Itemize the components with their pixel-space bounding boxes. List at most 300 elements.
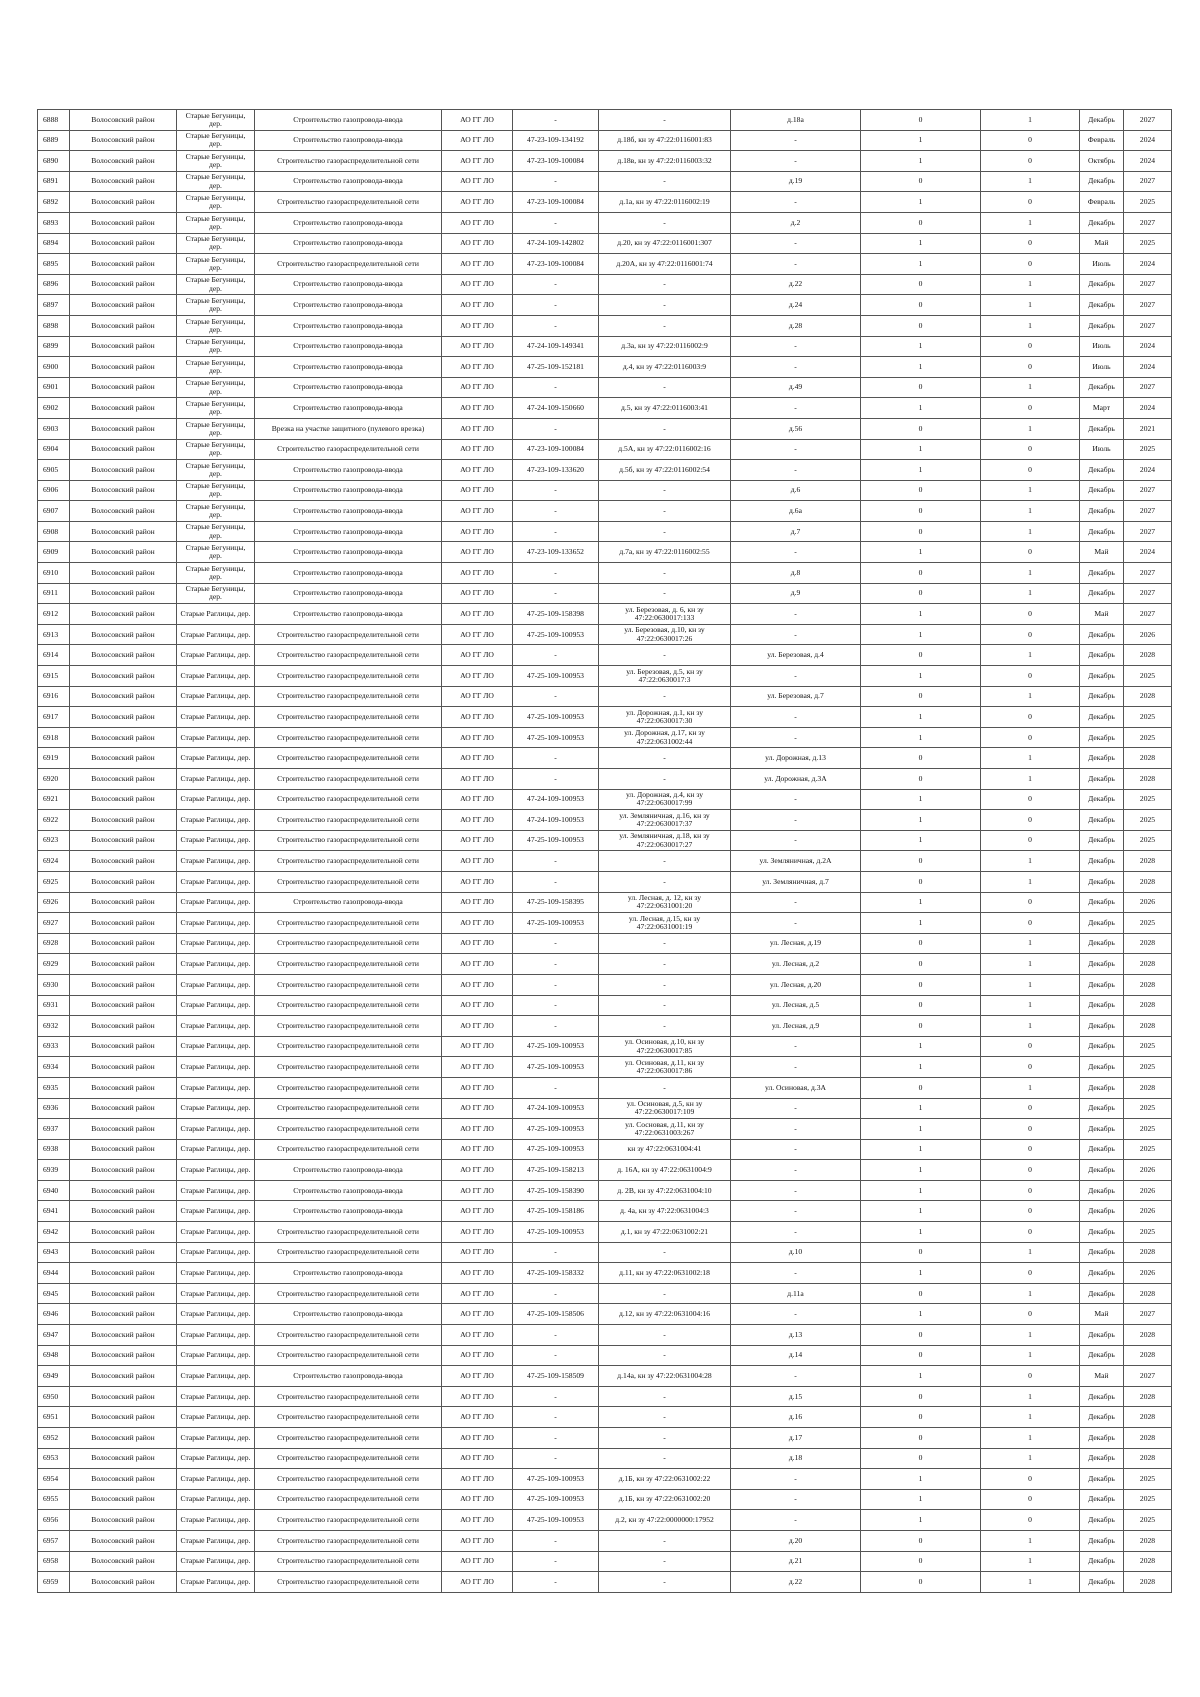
count-a-cell: 0 [861, 995, 981, 1016]
row-number-cell: 6922 [38, 810, 70, 831]
year-cell: 2026 [1124, 1160, 1172, 1181]
contract-number-cell: - [513, 1386, 599, 1407]
address-cadastral-cell: д. 4а, кн зу 47:22:0631004:3 [599, 1201, 731, 1222]
year-cell: 2025 [1124, 830, 1172, 851]
address-cell: - [731, 666, 861, 687]
district-cell: Волосовский район [70, 212, 177, 233]
organization-cell: АО ГГ ЛО [442, 1366, 513, 1387]
count-a-cell: 0 [861, 521, 981, 542]
table-row [38, 563, 1172, 584]
month-cell: Май [1080, 1304, 1124, 1325]
year-cell: 2028 [1124, 933, 1172, 954]
table-row [38, 1098, 1172, 1119]
count-b-cell: 0 [981, 604, 1080, 625]
address-cadastral-cell: - [599, 1572, 731, 1593]
contract-number-cell: - [513, 748, 599, 769]
organization-cell: АО ГГ ЛО [442, 583, 513, 604]
table-row [38, 1201, 1172, 1222]
settlement-cell: Старые Раглицы, дер. [177, 789, 255, 810]
settlement-cell: Старые Бегуницы, дер. [177, 110, 255, 131]
row-number-cell: 6900 [38, 357, 70, 378]
contract-number-cell: 47-25-109-158395 [513, 892, 599, 913]
count-a-cell: 0 [861, 418, 981, 439]
address-cell: - [731, 439, 861, 460]
settlement-cell: Старые Бегуницы, дер. [177, 377, 255, 398]
address-cell: - [731, 1510, 861, 1531]
work-type-cell: Строительство газопровода-ввода [255, 460, 442, 481]
address-cadastral-cell: - [599, 480, 731, 501]
month-cell: Декабрь [1080, 1057, 1124, 1078]
contract-number-cell: 47-25-109-100953 [513, 830, 599, 851]
month-cell: Октябрь [1080, 151, 1124, 172]
settlement-cell: Старые Раглицы, дер. [177, 727, 255, 748]
work-type-cell: Строительство газопровода-ввода [255, 604, 442, 625]
table-row [38, 1572, 1172, 1593]
address-cadastral-cell: д.5, кн зу 47:22:0116003:41 [599, 398, 731, 419]
work-type-cell: Строительство газопровода-ввода [255, 1304, 442, 1325]
address-cell: д.24 [731, 295, 861, 316]
address-cadastral-cell: - [599, 1448, 731, 1469]
district-cell: Волосовский район [70, 110, 177, 131]
year-cell: 2028 [1124, 769, 1172, 790]
district-cell: Волосовский район [70, 810, 177, 831]
month-cell: Май [1080, 604, 1124, 625]
contract-number-cell: - [513, 1345, 599, 1366]
table-row [38, 974, 1172, 995]
row-number-cell: 6947 [38, 1325, 70, 1346]
month-cell: Декабрь [1080, 295, 1124, 316]
month-cell: Декабрь [1080, 1469, 1124, 1490]
district-cell: Волосовский район [70, 1036, 177, 1057]
work-type-cell: Строительство газораспределительной сети [255, 1551, 442, 1572]
organization-cell: АО ГГ ЛО [442, 1036, 513, 1057]
table-row [38, 212, 1172, 233]
table-row [38, 377, 1172, 398]
district-cell: Волосовский район [70, 1325, 177, 1346]
address-cell: - [731, 1263, 861, 1284]
address-cell: ул. Дорожная, д.13 [731, 748, 861, 769]
contract-number-cell: 47-23-109-133620 [513, 460, 599, 481]
year-cell: 2025 [1124, 1098, 1172, 1119]
month-cell: Май [1080, 1366, 1124, 1387]
address-cell: д.15 [731, 1386, 861, 1407]
organization-cell: АО ГГ ЛО [442, 254, 513, 275]
address-cell: д.11а [731, 1283, 861, 1304]
settlement-cell: Старые Раглицы, дер. [177, 830, 255, 851]
work-type-cell: Строительство газораспределительной сети [255, 1489, 442, 1510]
year-cell: 2025 [1124, 727, 1172, 748]
contract-number-cell: 47-24-109-100953 [513, 789, 599, 810]
contract-number-cell: 47-25-109-100953 [513, 1489, 599, 1510]
address-cell: ул. Лесная, д.5 [731, 995, 861, 1016]
count-a-cell: 1 [861, 707, 981, 728]
table-row [38, 871, 1172, 892]
address-cadastral-cell: - [599, 295, 731, 316]
contract-number-cell: 47-23-109-100084 [513, 254, 599, 275]
month-cell: Декабрь [1080, 1572, 1124, 1593]
address-cadastral-cell: д. 16А, кн зу 47:22:0631004:9 [599, 1160, 731, 1181]
contract-number-cell: 47-24-109-100953 [513, 810, 599, 831]
count-a-cell: 0 [861, 171, 981, 192]
contract-number-cell: - [513, 933, 599, 954]
district-cell: Волосовский район [70, 377, 177, 398]
row-number-cell: 6946 [38, 1304, 70, 1325]
organization-cell: АО ГГ ЛО [442, 151, 513, 172]
contract-number-cell: 47-23-109-134192 [513, 130, 599, 151]
settlement-cell: Старые Раглицы, дер. [177, 1119, 255, 1140]
address-cadastral-cell: - [599, 110, 731, 131]
contract-number-cell: 47-24-109-100953 [513, 1098, 599, 1119]
month-cell: Декабрь [1080, 727, 1124, 748]
contract-number-cell: - [513, 1530, 599, 1551]
organization-cell: АО ГГ ЛО [442, 624, 513, 645]
address-cell: - [731, 233, 861, 254]
table-row [38, 1489, 1172, 1510]
table-row [38, 1551, 1172, 1572]
contract-number-cell: 47-25-109-158506 [513, 1304, 599, 1325]
count-a-cell: 1 [861, 1160, 981, 1181]
table-row [38, 151, 1172, 172]
row-number-cell: 6912 [38, 604, 70, 625]
settlement-cell: Старые Раглицы, дер. [177, 1263, 255, 1284]
address-cadastral-cell: - [599, 1428, 731, 1449]
address-cell: - [731, 542, 861, 563]
work-type-cell: Строительство газораспределительной сети [255, 1469, 442, 1490]
month-cell: Декабрь [1080, 769, 1124, 790]
settlement-cell: Старые Бегуницы, дер. [177, 480, 255, 501]
table-row [38, 357, 1172, 378]
year-cell: 2027 [1124, 171, 1172, 192]
count-b-cell: 1 [981, 1325, 1080, 1346]
work-type-cell: Строительство газораспределительной сети [255, 624, 442, 645]
work-type-cell: Строительство газораспределительной сети [255, 1428, 442, 1449]
settlement-cell: Старые Раглицы, дер. [177, 1098, 255, 1119]
address-cadastral-cell: - [599, 1242, 731, 1263]
row-number-cell: 6945 [38, 1283, 70, 1304]
table-row [38, 1345, 1172, 1366]
table-row [38, 1057, 1172, 1078]
contract-number-cell: - [513, 1448, 599, 1469]
district-cell: Волосовский район [70, 1304, 177, 1325]
district-cell: Волосовский район [70, 1489, 177, 1510]
district-cell: Волосовский район [70, 1551, 177, 1572]
count-b-cell: 1 [981, 954, 1080, 975]
contract-number-cell: 47-24-109-149341 [513, 336, 599, 357]
contract-number-cell: - [513, 171, 599, 192]
row-number-cell: 6897 [38, 295, 70, 316]
district-cell: Волосовский район [70, 1283, 177, 1304]
address-cell: д.18а [731, 110, 861, 131]
count-b-cell: 0 [981, 1510, 1080, 1531]
table-row [38, 1283, 1172, 1304]
address-cell: - [731, 604, 861, 625]
organization-cell: АО ГГ ЛО [442, 521, 513, 542]
count-b-cell: 0 [981, 233, 1080, 254]
organization-cell: АО ГГ ЛО [442, 1530, 513, 1551]
row-number-cell: 6909 [38, 542, 70, 563]
address-cell: - [731, 1036, 861, 1057]
district-cell: Волосовский район [70, 892, 177, 913]
count-a-cell: 1 [861, 1180, 981, 1201]
contract-number-cell: - [513, 501, 599, 522]
address-cadastral-cell: д.20, кн зу 47:22:0116001:307 [599, 233, 731, 254]
count-a-cell: 0 [861, 954, 981, 975]
address-cadastral-cell: д. 2В, кн зу 47:22:0631004:10 [599, 1180, 731, 1201]
organization-cell: АО ГГ ЛО [442, 1077, 513, 1098]
count-b-cell: 1 [981, 521, 1080, 542]
row-number-cell: 6920 [38, 769, 70, 790]
work-type-cell: Строительство газораспределительной сети [255, 1386, 442, 1407]
address-cadastral-cell: - [599, 563, 731, 584]
work-type-cell: Строительство газопровода-ввода [255, 233, 442, 254]
year-cell: 2028 [1124, 954, 1172, 975]
table-row [38, 254, 1172, 275]
contract-number-cell: 47-25-109-158186 [513, 1201, 599, 1222]
count-a-cell: 1 [861, 666, 981, 687]
contract-number-cell: - [513, 521, 599, 542]
organization-cell: АО ГГ ЛО [442, 1448, 513, 1469]
year-cell: 2027 [1124, 295, 1172, 316]
district-cell: Волосовский район [70, 398, 177, 419]
count-a-cell: 0 [861, 480, 981, 501]
count-a-cell: 0 [861, 686, 981, 707]
count-b-cell: 1 [981, 1077, 1080, 1098]
contract-number-cell: - [513, 1242, 599, 1263]
year-cell: 2026 [1124, 1263, 1172, 1284]
month-cell: Декабрь [1080, 274, 1124, 295]
count-a-cell: 0 [861, 274, 981, 295]
settlement-cell: Старые Бегуницы, дер. [177, 542, 255, 563]
address-cell: - [731, 1119, 861, 1140]
table-row [38, 233, 1172, 254]
count-b-cell: 0 [981, 1098, 1080, 1119]
year-cell: 2028 [1124, 1325, 1172, 1346]
organization-cell: АО ГГ ЛО [442, 1098, 513, 1119]
count-a-cell: 1 [861, 1139, 981, 1160]
work-type-cell: Строительство газораспределительной сети [255, 1407, 442, 1428]
month-cell: Декабрь [1080, 315, 1124, 336]
address-cell: д.18 [731, 1448, 861, 1469]
organization-cell: АО ГГ ЛО [442, 995, 513, 1016]
month-cell: Май [1080, 233, 1124, 254]
organization-cell: АО ГГ ЛО [442, 1469, 513, 1490]
year-cell: 2028 [1124, 645, 1172, 666]
year-cell: 2025 [1124, 666, 1172, 687]
work-type-cell: Строительство газораспределительной сети [255, 1530, 442, 1551]
organization-cell: АО ГГ ЛО [442, 748, 513, 769]
month-cell: Декабрь [1080, 1201, 1124, 1222]
year-cell: 2028 [1124, 1386, 1172, 1407]
table-row [38, 686, 1172, 707]
count-b-cell: 1 [981, 1448, 1080, 1469]
table-row [38, 1366, 1172, 1387]
address-cadastral-cell: ул. Земляничная, д.18, кн зу 47:22:0630017:27 [599, 830, 731, 851]
count-a-cell: 1 [861, 727, 981, 748]
work-type-cell: Строительство газораспределительной сети [255, 1057, 442, 1078]
count-b-cell: 0 [981, 336, 1080, 357]
organization-cell: АО ГГ ЛО [442, 871, 513, 892]
address-cadastral-cell: - [599, 995, 731, 1016]
year-cell: 2024 [1124, 336, 1172, 357]
count-a-cell: 1 [861, 1201, 981, 1222]
row-number-cell: 6891 [38, 171, 70, 192]
table-row [38, 1428, 1172, 1449]
district-cell: Волосовский район [70, 1016, 177, 1037]
count-a-cell: 1 [861, 130, 981, 151]
count-a-cell: 0 [861, 1448, 981, 1469]
address-cadastral-cell: - [599, 974, 731, 995]
settlement-cell: Старые Бегуницы, дер. [177, 254, 255, 275]
settlement-cell: Старые Раглицы, дер. [177, 1222, 255, 1243]
count-a-cell: 1 [861, 1119, 981, 1140]
organization-cell: АО ГГ ЛО [442, 398, 513, 419]
month-cell: Март [1080, 398, 1124, 419]
work-type-cell: Строительство газораспределительной сети [255, 933, 442, 954]
count-b-cell: 1 [981, 171, 1080, 192]
address-cadastral-cell: ул. Лесная, д.15, кн зу 47:22:0631001:19 [599, 913, 731, 934]
year-cell: 2026 [1124, 1201, 1172, 1222]
district-cell: Волосовский район [70, 233, 177, 254]
count-b-cell: 1 [981, 1386, 1080, 1407]
district-cell: Волосовский район [70, 274, 177, 295]
contract-number-cell: - [513, 686, 599, 707]
table-row [38, 727, 1172, 748]
settlement-cell: Старые Раглицы, дер. [177, 1139, 255, 1160]
address-cadastral-cell: д.2, кн зу 47:22:0000000:17952 [599, 1510, 731, 1531]
table-row [38, 336, 1172, 357]
district-cell: Волосовский район [70, 645, 177, 666]
work-type-cell: Строительство газораспределительной сети [255, 1242, 442, 1263]
organization-cell: АО ГГ ЛО [442, 357, 513, 378]
table-row [38, 1263, 1172, 1284]
address-cadastral-cell: - [599, 1016, 731, 1037]
table-row [38, 1325, 1172, 1346]
district-cell: Волосовский район [70, 192, 177, 213]
address-cell: д.6 [731, 480, 861, 501]
address-cell: - [731, 913, 861, 934]
organization-cell: АО ГГ ЛО [442, 892, 513, 913]
count-a-cell: 0 [861, 748, 981, 769]
settlement-cell: Старые Раглицы, дер. [177, 1325, 255, 1346]
work-type-cell: Строительство газораспределительной сети [255, 1119, 442, 1140]
contract-number-cell: 47-25-109-158509 [513, 1366, 599, 1387]
settlement-cell: Старые Раглицы, дер. [177, 1572, 255, 1593]
organization-cell: АО ГГ ЛО [442, 707, 513, 728]
address-cadastral-cell: д.18б, кн зу 47:22:0116001:83 [599, 130, 731, 151]
count-a-cell: 1 [861, 1489, 981, 1510]
row-number-cell: 6915 [38, 666, 70, 687]
contract-number-cell: 47-25-109-100953 [513, 1057, 599, 1078]
count-b-cell: 1 [981, 769, 1080, 790]
settlement-cell: Старые Бегуницы, дер. [177, 274, 255, 295]
organization-cell: АО ГГ ЛО [442, 1510, 513, 1531]
table-row [38, 810, 1172, 831]
address-cell: - [731, 336, 861, 357]
work-type-cell: Строительство газораспределительной сети [255, 1345, 442, 1366]
month-cell: Декабрь [1080, 460, 1124, 481]
organization-cell: АО ГГ ЛО [442, 1139, 513, 1160]
contract-number-cell: 47-24-109-150660 [513, 398, 599, 419]
settlement-cell: Старые Раглицы, дер. [177, 1016, 255, 1037]
table-row [38, 1016, 1172, 1037]
count-a-cell: 1 [861, 1036, 981, 1057]
year-cell: 2024 [1124, 357, 1172, 378]
address-cell: д.10 [731, 1242, 861, 1263]
district-cell: Волосовский район [70, 1263, 177, 1284]
count-b-cell: 0 [981, 1036, 1080, 1057]
address-cadastral-cell: ул. Осиновая, д.10, кн зу 47:22:0630017:85 [599, 1036, 731, 1057]
address-cell: ул. Березовая, д.4 [731, 645, 861, 666]
address-cadastral-cell: - [599, 933, 731, 954]
year-cell: 2021 [1124, 418, 1172, 439]
count-a-cell: 0 [861, 1345, 981, 1366]
settlement-cell: Старые Раглицы, дер. [177, 1180, 255, 1201]
address-cadastral-cell: - [599, 1283, 731, 1304]
row-number-cell: 6955 [38, 1489, 70, 1510]
year-cell: 2025 [1124, 192, 1172, 213]
row-number-cell: 6927 [38, 913, 70, 934]
settlement-cell: Старые Бегуницы, дер. [177, 398, 255, 419]
district-cell: Волосовский район [70, 995, 177, 1016]
address-cadastral-cell: - [599, 501, 731, 522]
settlement-cell: Старые Бегуницы, дер. [177, 192, 255, 213]
work-type-cell: Строительство газораспределительной сети [255, 1139, 442, 1160]
contract-number-cell: 47-25-109-100953 [513, 1139, 599, 1160]
district-cell: Волосовский район [70, 1386, 177, 1407]
work-type-cell: Строительство газораспределительной сети [255, 974, 442, 995]
contract-number-cell: - [513, 871, 599, 892]
month-cell: Декабрь [1080, 1139, 1124, 1160]
address-cadastral-cell: д.4, кн зу 47:22:0116003:9 [599, 357, 731, 378]
work-type-cell: Строительство газораспределительной сети [255, 645, 442, 666]
work-type-cell: Строительство газопровода-ввода [255, 171, 442, 192]
address-cadastral-cell: - [599, 377, 731, 398]
count-a-cell: 1 [861, 357, 981, 378]
address-cell: д.17 [731, 1428, 861, 1449]
address-cadastral-cell: кн зу 47:22:0631004:41 [599, 1139, 731, 1160]
count-a-cell: 0 [861, 769, 981, 790]
contract-number-cell: 47-25-109-158213 [513, 1160, 599, 1181]
address-cadastral-cell: д.12, кн зу 47:22:0631004:16 [599, 1304, 731, 1325]
contract-number-cell: - [513, 1428, 599, 1449]
count-a-cell: 1 [861, 604, 981, 625]
table-row [38, 748, 1172, 769]
settlement-cell: Старые Бегуницы, дер. [177, 336, 255, 357]
table-row [38, 110, 1172, 131]
contract-number-cell: 47-25-109-100953 [513, 666, 599, 687]
contract-number-cell: - [513, 769, 599, 790]
year-cell: 2028 [1124, 995, 1172, 1016]
address-cell: - [731, 727, 861, 748]
settlement-cell: Старые Раглицы, дер. [177, 1551, 255, 1572]
count-a-cell: 1 [861, 542, 981, 563]
district-cell: Волосовский район [70, 789, 177, 810]
address-cadastral-cell: - [599, 1325, 731, 1346]
address-cell: - [731, 624, 861, 645]
district-cell: Волосовский район [70, 624, 177, 645]
work-type-cell: Строительство газораспределительной сети [255, 810, 442, 831]
table-row [38, 171, 1172, 192]
count-b-cell: 1 [981, 995, 1080, 1016]
count-a-cell: 1 [861, 460, 981, 481]
count-a-cell: 0 [861, 933, 981, 954]
address-cadastral-cell: д.1а, кн зу 47:22:0116002:19 [599, 192, 731, 213]
district-cell: Волосовский район [70, 418, 177, 439]
address-cadastral-cell: д.1Б, кн зу 47:22:0631002:20 [599, 1489, 731, 1510]
work-type-cell: Строительство газопровода-ввода [255, 274, 442, 295]
work-type-cell: Строительство газораспределительной сети [255, 769, 442, 790]
district-cell: Волосовский район [70, 1242, 177, 1263]
